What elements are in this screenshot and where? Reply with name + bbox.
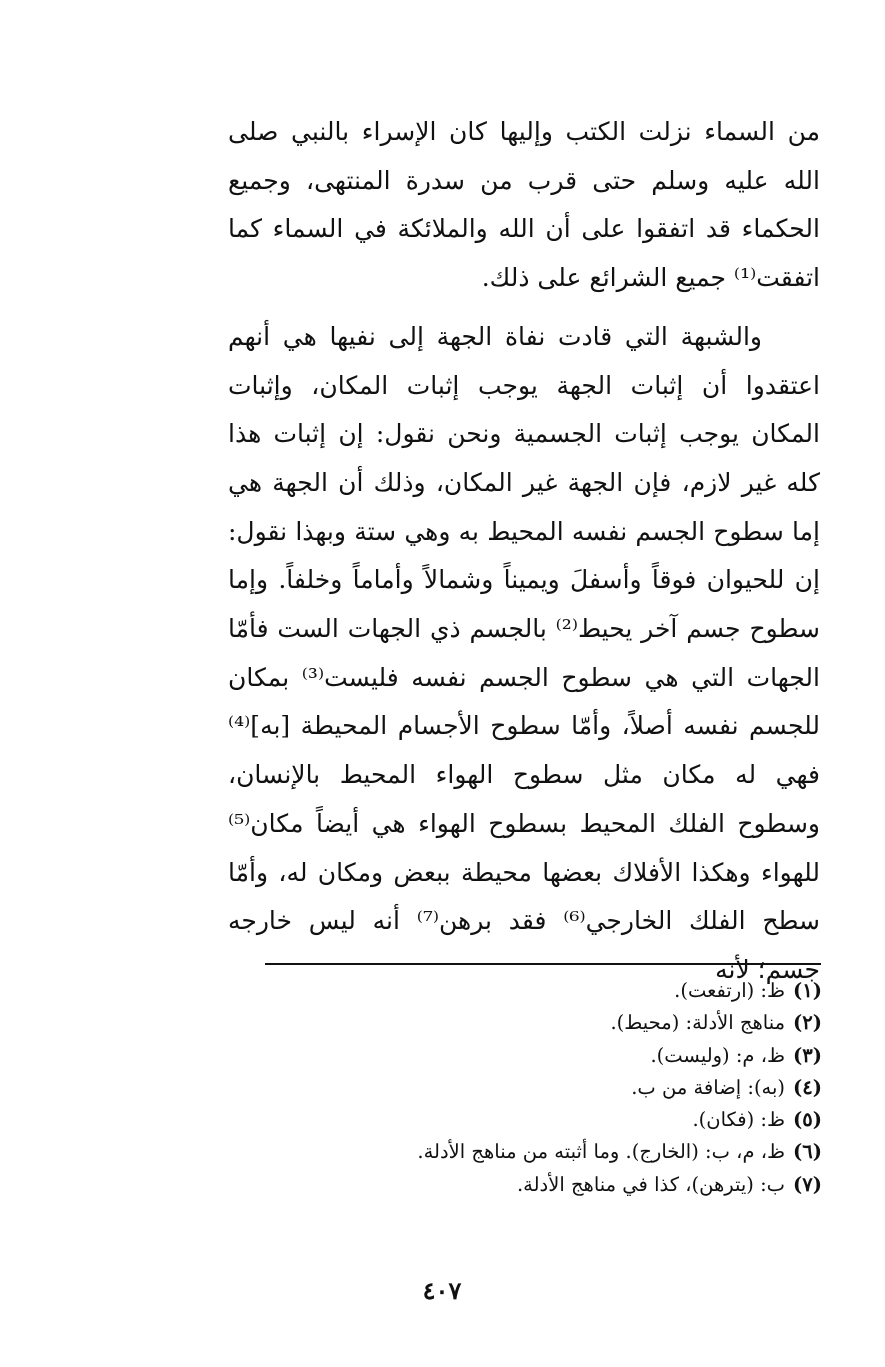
footnote-number: (٧) <box>793 1172 822 1196</box>
main-text <box>228 108 820 995</box>
page-number: ٤٠٧ <box>422 1276 462 1305</box>
footnote-number: (٥) <box>793 1108 822 1132</box>
footnote-number: (٦) <box>793 1140 822 1164</box>
footnote-3 <box>300 1040 822 1072</box>
footnote-4 <box>300 1072 822 1104</box>
footnote-number: (٣) <box>793 1043 822 1067</box>
footnote-text: ظ: (فكان). <box>692 1108 786 1132</box>
footnote-6 <box>300 1136 822 1168</box>
footnote-text: ظ: (ارتفعت). <box>674 979 786 1002</box>
paragraph-1: من السماء نزلت الكتب وإليها كان الإسراء بالنبي صلى الله عليه وسلم حتى قرب من سدرة المنتهى، وجميع الحكماء قد اتفقوا على أن الله والملائكة في السماء كما اتفقت⁽¹⁾ جميع الشرائع على ذلك. <box>228 117 821 293</box>
footnote-text: (به): إضافة من ب. <box>631 1075 786 1099</box>
footnote-number: (١) <box>793 979 822 1002</box>
footnote-separator <box>265 963 821 965</box>
footnote-text: ب: (يترهن)، كذا في مناهج الأدلة. <box>516 1172 786 1196</box>
paragraph-2: والشبهة التي قادت نفاة الجهة إلى نفيها هي أنهم اعتقدوا أن إثبات الجهة يوجب إثبات المكان، وإثبات المكان يوجب إثبات الجسمية ونحن نقول: إن إثبات هذا كله غير لازم، فإن الجهة غير المكان، وذلك أن الجهة هي إما سطوح الجسم نفسه المحيط به وهي ستة وبهذا نقول: إن للحيوان فوقاً وأسفلَ ويميناً وشمالاً وأماماً وخلفاً. وإما سطوح جسم آخر يحيط⁽²⁾ بالجسم ذي الجهات الست فأمّا الجهات التي هي سطوح الجسم نفسه فليست⁽³⁾ بمكان للجسم نفسه أصلاً، وأمّا سطوح الأجسام المحيطة [به]⁽⁴⁾ فهي له مكان مثل سطوح الهواء المحيط بالإنسان، وسطوح الفلك المحيط بسطوح الهواء هي أيضاً مكان⁽⁵⁾ للهواء وهكذا الأفلاك بعضها محيطة ببعض ومكان له، وأمّا سطح الفلك الخارجي⁽⁶⁾ فقد برهن⁽⁷⁾ أنه ليس خارجه جسم؛ لأنه <box>228 321 820 984</box>
footnote-2 <box>300 1007 822 1039</box>
footnote-5 <box>300 1104 822 1136</box>
footnote-7 <box>300 1169 822 1201</box>
footnote-number: (٤) <box>793 1075 822 1099</box>
footnotes-list <box>300 975 822 1201</box>
footnote-text: ظ، م، ب: (الخارج). وما أثبته من مناهج الأدلة. <box>417 1140 786 1164</box>
footnote-text: مناهج الأدلة: (محيط). <box>610 1011 786 1035</box>
footnote-text: ظ، م: (وليست). <box>650 1043 786 1067</box>
footnote-number: (٢) <box>793 1011 822 1035</box>
footnote-1 <box>300 975 822 1007</box>
